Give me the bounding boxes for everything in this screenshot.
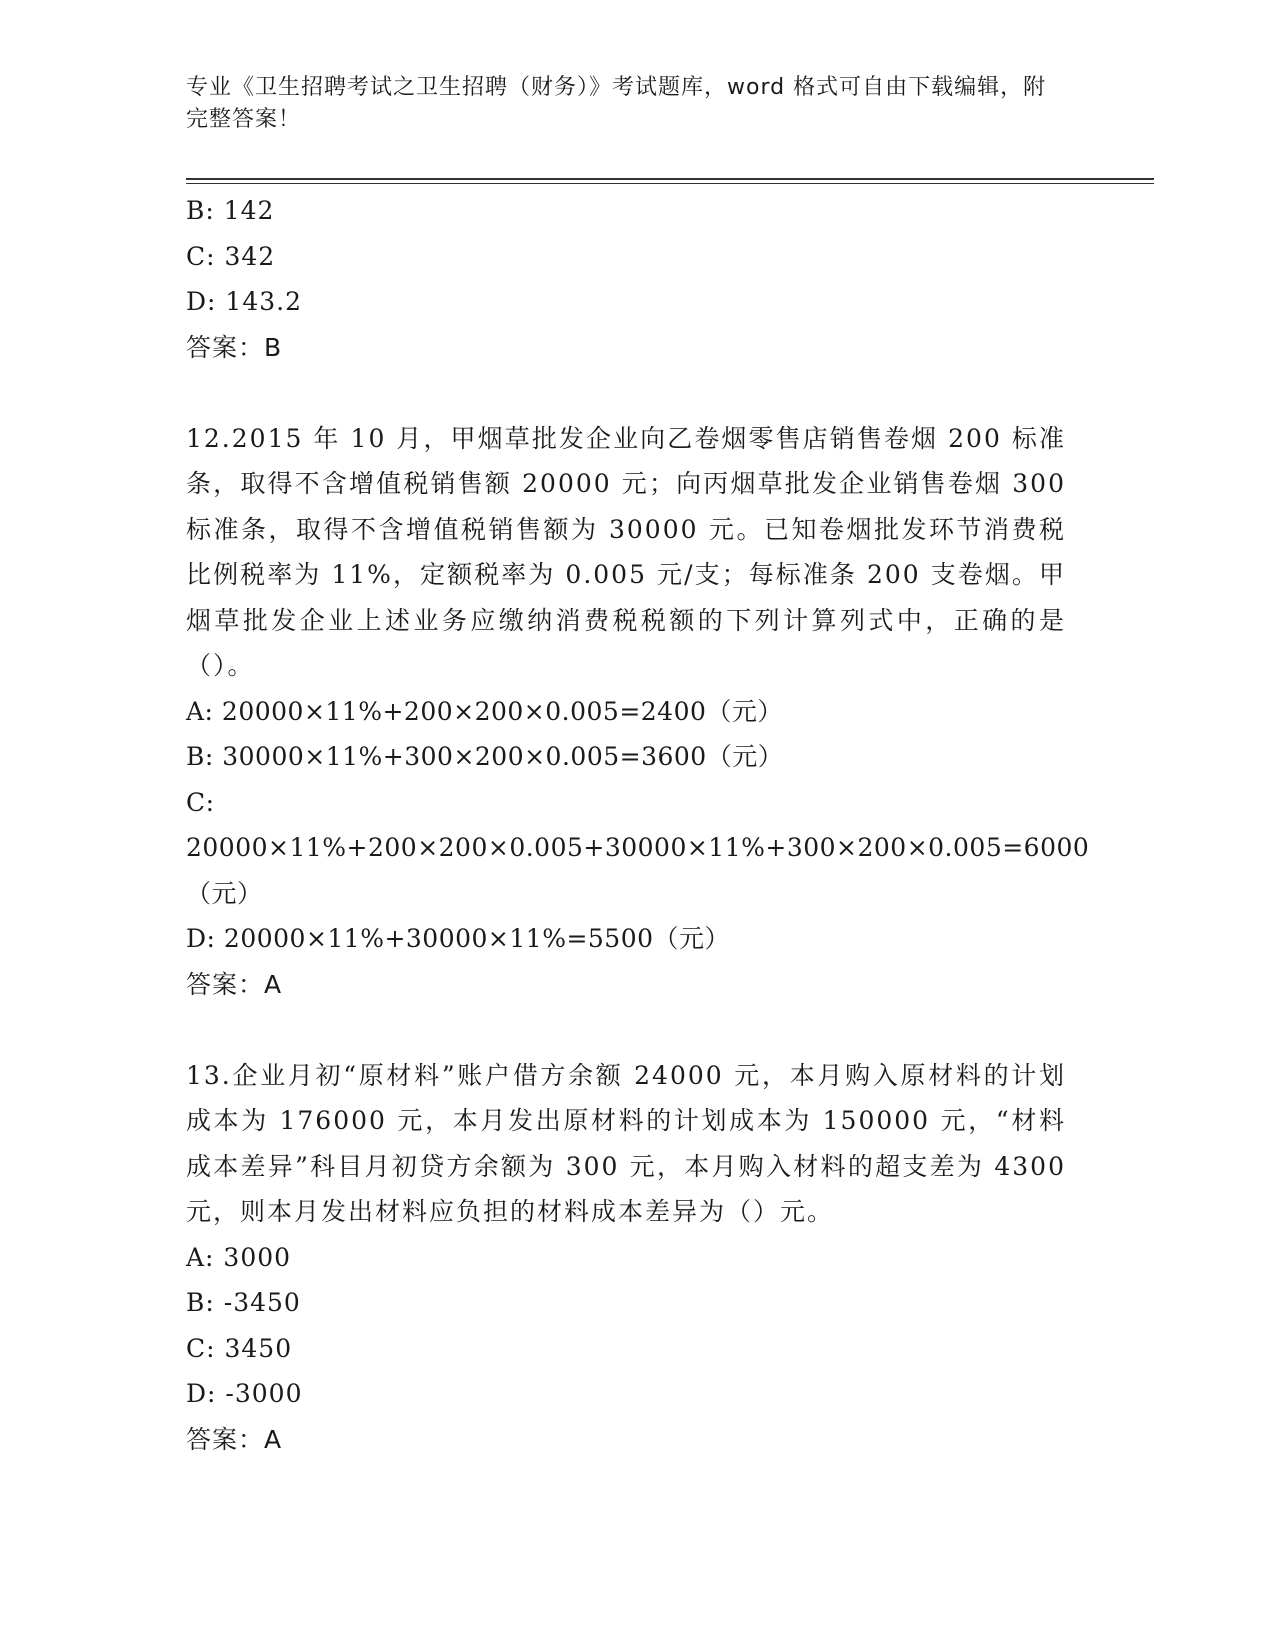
option-b: B: 30000×11%+300×200×0.005=3600（元）: [186, 742, 784, 771]
option-d: D: 143.2: [186, 287, 302, 316]
option-d: D: 20000×11%+30000×11%=5500（元）: [186, 924, 731, 953]
spacer: [186, 370, 1086, 416]
question-text: 13.企业月初“原材料”账户借方余额 24000 元，本月购入原材料的计划成本为 176000 元，本月发出原材料的计划成本为 150000 元，“材料成本差异”科目月初贷方余额为 300 元，本月购入材料的超支差为 4300 元，则本月发出材料应负担的材料成本差异为（）元。: [186, 1060, 1066, 1226]
option-b: B: -3450: [186, 1288, 301, 1317]
page-header: 专业《卫生招聘考试之卫生招聘（财务）》考试题库，word 格式可自由下载编辑，附完整答案！: [186, 75, 1047, 132]
question-12: [186, 416, 1090, 1008]
option-b: B: 142: [186, 196, 275, 225]
previous-question: [186, 188, 1086, 370]
option-a: A: 3000: [186, 1242, 292, 1272]
option-c: C: 3450: [186, 1333, 293, 1363]
question-13: [186, 1053, 1086, 1463]
answer-line: 答案：A: [186, 969, 283, 999]
answer-line: 答案：B: [186, 332, 283, 362]
question-text: 12.2015 年 10 月，甲烟草批发企业向乙卷烟零售店销售卷烟 200 标准条，取得不含增值税销售额 20000 元；向丙烟草批发企业销售卷烟 300 标准条，取得不含增值税销售额为 30000 元。已知卷烟批发环节消费税比例税率为 11%，定额税率为 0.005 元/支；每标准条 200 支卷烟。甲烟草批发企业上述业务应缴纳消费税税额的下列计算列式中，正确的是（）。: [186, 423, 1066, 680]
document-body: [186, 188, 1090, 1462]
option-a: A: 20000×11%+200×200×0.005=2400（元）: [186, 696, 783, 726]
option-c: C: 20000×11%+200×200×0.005+30000×11%+300×200×0.005=6000（元）: [186, 787, 1090, 908]
header-divider-thick: [186, 178, 1154, 180]
header-divider-thin: [186, 183, 1154, 184]
option-c: C: 342: [186, 241, 276, 271]
answer-line: 答案：A: [186, 1424, 283, 1454]
option-d: D: -3000: [186, 1379, 303, 1408]
spacer: [186, 1007, 1086, 1053]
